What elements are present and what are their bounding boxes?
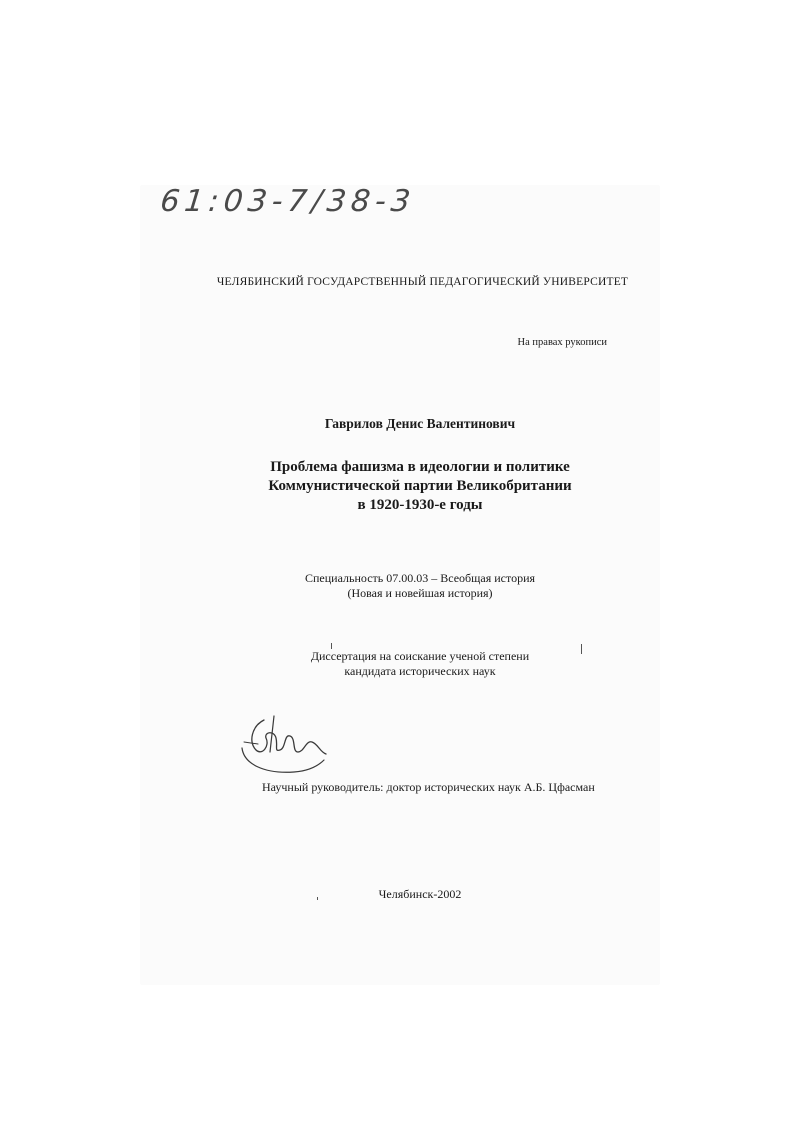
degree-line-1: Диссертация на соискание ученой степени (310, 649, 530, 663)
title-line-2: Коммунистической партии Великобритании (268, 478, 572, 494)
scan-mark (331, 643, 332, 649)
degree-block (220, 649, 620, 679)
city-and-year: Челябинск-2002 (378, 887, 462, 901)
scientific-supervisor: Научный руководитель: доктор исторических наук А.Б. Цфасман (262, 780, 595, 794)
handwritten-archive-code: 61:03-7/38-3 (158, 184, 417, 219)
scan-mark (581, 644, 582, 654)
dissertation-title (180, 458, 660, 515)
specialty-line-2: (Новая и новейшая история) (347, 586, 493, 600)
manuscript-rights-note: На правах рукописи (517, 337, 607, 348)
scan-mark (317, 897, 318, 900)
author-name: Гаврилов Денис Валентинович (324, 416, 516, 431)
specialty-line-1: Специальность 07.00.03 – Всеобщая история (304, 571, 536, 585)
title-line-1: Проблема фашизма в идеологии и политике (270, 459, 570, 475)
university-name: ЧЕЛЯБИНСКИЙ ГОСУДАРСТВЕННЫЙ ПЕДАГОГИЧЕСКИЙ УНИВЕРСИТЕТ (216, 276, 629, 288)
degree-line-2: кандидата исторических наук (344, 664, 496, 678)
specialty-block (220, 571, 620, 601)
title-line-3: в 1920-1930-е годы (357, 497, 483, 513)
author-signature (234, 712, 334, 782)
